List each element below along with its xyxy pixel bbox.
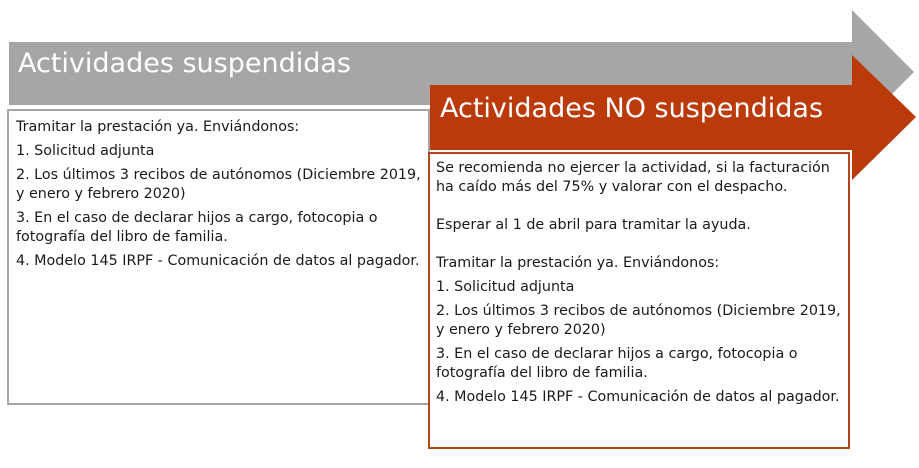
not-suspended-wait: Esperar al 1 de abril para tramitar la ayuda. — [436, 217, 751, 233]
suspended-item-4: 4. Modelo 145 IRPF - Comunicación de datos al pagador. — [16, 253, 420, 269]
not-suspended-item-3: 3. En el caso de declarar hijos a cargo, fotocopia o fotografía del libro de familia. — [436, 346, 798, 381]
suspended-title: Actividades suspendidas — [18, 48, 351, 79]
not-suspended-title: Actividades NO suspendidas — [440, 93, 824, 124]
not-suspended-recommendation: Se recomienda no ejercer la actividad, si la facturación ha caído más del 75% y valorar con el despacho. — [436, 160, 830, 195]
not-suspended-item-2: 2. Los últimos 3 recibos de autónomos (Diciembre 2019, y enero y febrero 2020) — [436, 303, 841, 338]
not-suspended-item-1: 1. Solicitud adjunta — [436, 279, 575, 295]
suspended-intro: Tramitar la prestación ya. Enviándonos: — [16, 119, 300, 135]
not-suspended-intro: Tramitar la prestación ya. Enviándonos: — [436, 255, 720, 271]
not-suspended-item-4: 4. Modelo 145 IRPF - Comunicación de datos al pagador. — [436, 389, 840, 405]
suspended-item-3: 3. En el caso de declarar hijos a cargo, fotocopia o fotografía del libro de familia. — [16, 210, 378, 245]
suspended-item-2: 2. Los últimos 3 recibos de autónomos (Diciembre 2019, y enero y febrero 2020) — [16, 167, 421, 202]
not-suspended-content-box — [428, 152, 850, 449]
suspended-item-1: 1. Solicitud adjunta — [16, 143, 155, 159]
